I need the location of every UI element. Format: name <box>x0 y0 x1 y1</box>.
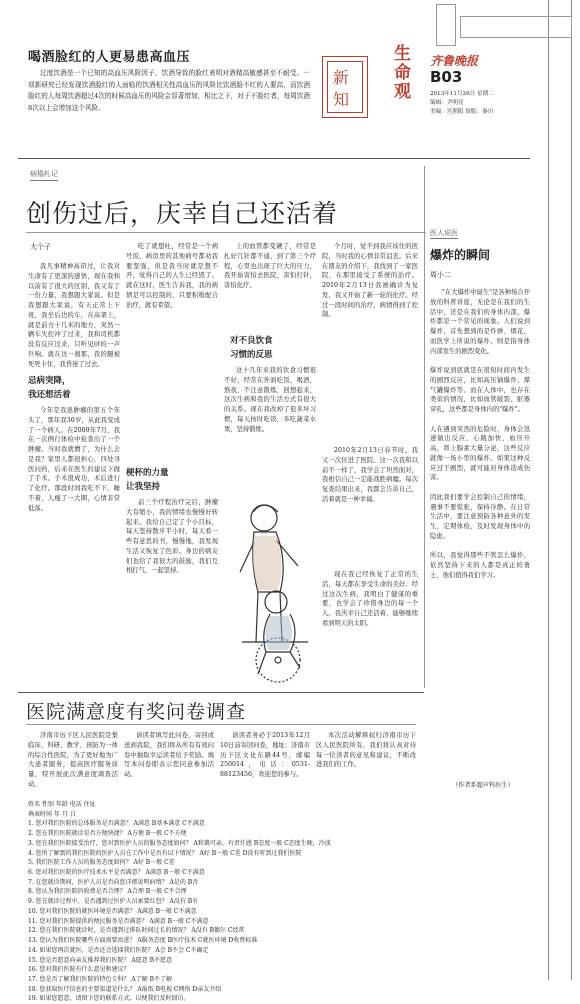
survey-row: 3. 您在我们医院接受治疗，您对到医护人员的服务态度如何？ A和蔼可亲，有责任感 B态度一般 C态度生硬，冷淡 <box>28 839 331 847</box>
page-number: B03 <box>430 68 463 86</box>
decorative-band <box>424 0 574 52</box>
col1-subhead-2: 我还想活着 <box>28 390 71 400</box>
survey-row: 1. 您对我们医院的总体服务是否满意？ A满意 B基本满意 C不满意 <box>28 820 205 828</box>
article-col4c: 现在我已经恢复了正常的生活，每天都在享受生命的美好。经过这次生病，我明白了健康的重要，也学会了珍惜身边的每一个人。我庆幸自己还活着，能够继续看到明天的太阳。 <box>322 571 418 627</box>
sidebar-divider <box>424 166 425 688</box>
survey-divider <box>18 692 424 693</box>
article-col4b: 2010年2月13日春节时，我又一次住进了医院。这一次我和以前不一样了，我学会了坦然面对，我相信自己一定能战胜病魔。每次复查结果出来，我都会告诉自己，活着就是一种幸福。 <box>322 447 418 503</box>
column-tag: 病榻札记 <box>30 169 58 181</box>
section-title: 生命观 <box>390 44 410 101</box>
survey-row: 16. 您对我们医院有什么意见和建议？ <box>28 966 130 974</box>
survey-row: 8. 您认为我们医院的收费是否合理？ A合理 B一般 C不合理 <box>28 888 187 896</box>
col1-subhead-1: 忌病突降， <box>28 376 71 386</box>
article-col2b: 前三个疗程治疗完后，肿瘤大有缩小，我的情绪也慢慢好转起来。我给自己定了个小目标，每天坚持散步半小时，每天看一些有意思的书，慢慢地，我发现生活又恢复了色彩。身边的病友们也给了我很大的鼓励，我们互相打气，一起坚持。 <box>126 499 218 575</box>
survey-row: 12. 您在我们医院就诊时，是否遇到过排队时间过长的情况？ A没有 B偶尔 C经常 <box>28 927 245 935</box>
survey-row: 14. 如果您再次就医，是否还会选择我们医院？ A会 B不会 C不确定 <box>28 946 209 954</box>
sidebar-title: 爆炸的瞬间 <box>430 248 491 262</box>
title-underline <box>26 232 426 233</box>
article-col1b: 今年是我患肿瘤的第五个年头了，那年我30岁，从此我变成了一个病人。在2009年7月，我在一次例行体检中检查出了一个肿瘤。当时我就懵了，为什么会是我？家里人都很担心，四处寻医问药，后来在医生的建议下做了手术。手术很成功，术后进行了化疗。那段时间我吃不下，睡不着，人瘦了一大圈，心情非常低落。 <box>28 407 120 512</box>
decorative-border <box>548 0 572 980</box>
sidebar-author: 周小二 <box>430 271 451 279</box>
xinzhi-label-1: 新 <box>333 68 350 87</box>
article-title: 创伤过后，庆幸自己还活着 <box>26 199 339 228</box>
article-col3: 上的血管都变硬了，经常是扎好几针都不通，到了第三个疗程，心里也出现了巨大的压力，我开始害怕去医院，害怕打针，害怕化疗。 <box>224 243 316 289</box>
survey-row: 17. 您是否了解我们医院的特色专科？ A了解 B不了解 <box>28 975 173 983</box>
article-col1: 我凡事精神高昂过，让我对生命有了更深的感悟，现在我和以前有了很大的区别，我又有了一份力量，我想跟大家说。但是我想跟大家说，有天正常上下班，我坐后边的车，在高架上，就是前方十几米的地方，突然一辆车失控冲了过来，我和司机都没有反应过来，只听见砰的一声巨响。就在这一刹那，我的腿被死死卡住，我昏迷了过去。 <box>28 263 120 368</box>
survey-row: 7. 在您就诊期间，医护人员是否向您详细说明病情？ A是的 B否 <box>28 878 199 886</box>
sidebar-tag: 医人说医 <box>430 229 458 237</box>
survey-row: 19. 如果您愿意，请留下您的联系方式，以便我们及时回访。 <box>28 995 190 1003</box>
survey-row: 13. 您认为我们医院哪些方面需要改进？ A服务态度 B医疗技术 C就医环境 D收费标准 <box>28 937 258 945</box>
survey-row: 填表时间 年 月 日 <box>28 810 76 818</box>
date-line: 2013年11月26日 星期二 <box>430 91 494 97</box>
col3-subhead-2: 习惯的反思 <box>230 350 273 360</box>
editor-line: 编辑：尹明亮 <box>430 100 464 106</box>
survey-row: 9. 您在就诊过程中，是否遇到过医护人员索要红包？ A没有 B有 <box>28 898 199 906</box>
survey-row: 2. 您在我们医院就诊是否方便快捷？ A方便 B一般 C不方便 <box>28 830 187 838</box>
col2-subhead-1: 梗杯的力量 <box>126 468 169 478</box>
divider <box>18 158 530 159</box>
survey-intro-col1: 济南市历下区人民医院是集临床、科研、教学、预防为一体的综合性医院，为了更好地为广大患者服务，提高医疗服务质量，特开展此次满意度调查活动。 <box>28 732 118 788</box>
newspaper-name: 齐鲁晚报 <box>430 54 479 68</box>
article-col2: 吃了就想吐，经常是一个病号饭，病房里的其他病号都劝我要坚强，但是我当时就是想不开，觉得自己的人生已经毁了。就在这时，医生告诉我，我的病情是可以控制的，只要积极配合治疗，就有希望。 <box>126 243 218 309</box>
survey-intro-col2: 请读者填写此问卷，寄回或送到我院，我们将从所有有效问卷中抽取幸运读者给予奖励。填写本问卷即表示您同意参加活动。 <box>124 732 214 778</box>
sidebar-body: "在大爆炸中诞生"是各种场合开放的科普讲座，无论是在我们的生活中，还是在我们的身体内部，爆炸都是一个常见的现象。人们说到爆炸，首先想到的是炸弹、烟花，而医学上所说的爆炸，则是指身体内部发生的剧烈变化。 爆炸说到底就是在很短时间内发生的剧烈反应，比如高压锅爆炸、煤气罐爆炸等。而在人体中，也存在类似的情况，比如血管破裂、脏器穿孔，这些都是身体内的"爆炸"。 人在遇到突然的危险时，身体会迅速做出反应，心跳加快，血压升高，肾上腺素大量分泌，这些反应就像一场小型的爆炸。如果这种反应过于剧烈，就可能对身体造成伤害。 因此我们要学会控制自己的情绪，遇事不要慌张，保持冷静。在日常生活中，要注意预防各种意外的发生，定期体检，及时发现身体中的隐患。 所以，我觉得那些不管怎么爆炸，依然坚持下来的人都是真正的勇士，他们值得我们学习。 <box>430 289 530 579</box>
wheelchair-illustration-icon <box>220 492 320 688</box>
survey-row: 6. 您对我们医院的医疗技术水平是否满意？ A满意 B一般 C不满意 <box>28 869 205 877</box>
survey-title-underline <box>26 724 416 725</box>
survey-row: 10. 您对我们医院的就医环境是否满意？ A满意 B一般 C不满意 <box>28 907 197 915</box>
survey-row: 18. 您获取医疗信息的主要渠道是什么？ A报纸 B电视 C网络 D亲友介绍 <box>28 985 222 993</box>
survey-title: 医院满意度有奖问卷调查 <box>26 701 247 723</box>
top-story-title: 喝酒脸红的人更易患高血压 <box>28 50 191 65</box>
survey-form <box>28 800 426 1003</box>
xinzhi-badge <box>322 56 368 118</box>
survey-intro-col4: 本次活动解释权归济南市历下区人民医院所有，我们将认真对待每一位读者的意见和建议，不断改进我们的工作。 <box>316 732 416 769</box>
survey-row: 11. 您对我们医院提供的便民服务是否满意？ A满意 B一般 C不满意 <box>28 917 209 925</box>
col2-subhead-2: 让我坚持 <box>126 482 161 492</box>
survey-row: 姓名 性别 年龄 电话 住址 <box>28 801 96 808</box>
article-author: 大个子 <box>30 243 51 251</box>
col3-subhead-1: 对不良饮食 <box>230 336 273 346</box>
article-col4: 个月时，觉不到我应该住的医院，当时我的心情非常沮丧。后来在朋友的介绍下，我找到了一家医院，在那里接受了系统的治疗。2010年2月13日我被确诊为复发，我又开始了新一轮的化疗。经过一段时间的治疗，病情得到了控制。 <box>322 243 418 319</box>
top-story-body: 过度饮酒是一个已知的高血压风险因子，饮酒导致的脸红表明对酒精高敏感甚至不耐受。一项新研究已经发现饮酒脸红的人面临的饮酒相关性高血压的风险比饮酒脸不红的人要高，而饮酒脸红的人每周饮酒超过4次的时候高血压的风险会显著增加，相比之下，对于不脸红者，每周饮酒8次以上会增加这个风险。 <box>28 69 310 112</box>
survey-row: 15. 您是否愿意向亲友推荐我们医院？ A愿意 B不愿意 <box>28 956 173 964</box>
article-col3b: 这十几年来我的饮食习惯很不好，经常在外面吃饭，喝酒，熬夜，不注意锻炼，回想起来，这次生病和我的生活方式有很大的关系。现在我改掉了很多坏习惯，每天按时吃饭，多吃蔬菜水果，坚持锻炼。 <box>224 367 316 433</box>
design-line: 美编：宫照阳 组版：秦川 <box>430 109 494 115</box>
sidebar-footer: （作者系超声科医生） <box>452 782 514 789</box>
survey-row: 5. 我们医院工作人员的服务态度如何？ A好 B一般 C差 <box>28 859 175 867</box>
illustration <box>220 492 320 688</box>
survey-intro-col3: 请读者务必于2013年12月10日前寄回问卷，地址：济南市历下区文化东路44号，邮编250014，电话：0531-88123456，欢迎您的参与。 <box>220 732 310 778</box>
xinzhi-label-2: 知 <box>333 90 350 109</box>
survey-row: 4. 您所了解到的我们医院的医护人员在工作中是否有以下情况？ A好 B一般 C差 D没有听到过我们医院 <box>28 849 302 857</box>
